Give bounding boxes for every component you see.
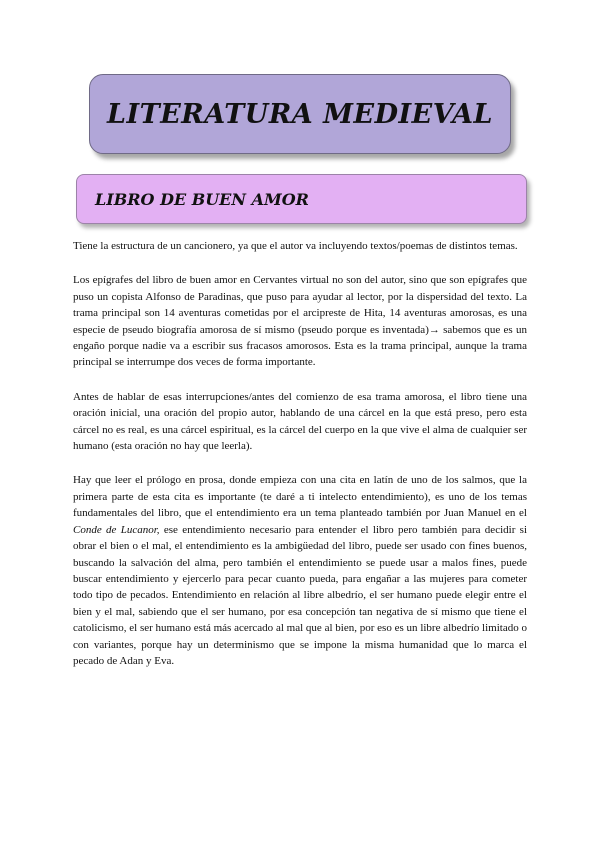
- paragraph-4-text-a: Hay que leer el prólogo en prosa, donde empieza con una cita en latín de uno de los salmos, que la primera parte de esta cita es importante (te daré a ti intelecto entendimiento), es uno de los temas fundamentales del libro, que el entendimiento era un tema planteado también por Juan Manuel en el: [73, 474, 527, 520]
- title-banner: [89, 74, 511, 154]
- paragraph-4: [73, 472, 527, 669]
- paragraph-1: Tiene la estructura de un cancionero, ya que el autor va incluyendo textos/poemas de distintos temas.: [73, 240, 518, 252]
- subtitle-banner: [76, 174, 527, 224]
- book-title-conde-lucanor: Conde de Lucanor,: [73, 523, 160, 536]
- section-title: LIBRO DE BUEN AMOR: [95, 189, 309, 209]
- body-text: [73, 238, 527, 687]
- paragraph-2: Los epígrafes del libro de buen amor en Cervantes virtual no son del autor, sino que son epígrafes que puso un copista Alfonso de Paradinas, que puso para ayudar al lector, por la dispersidad del texto. La trama principal son 14 aventuras cometidas por el arcipreste de Hita, 14 aventuras amorosas, es una especie de pseudo biografía amorosa de sí mismo (pseudo porque es inventada)→ sabemos que es un engaño porque nadie va a escribir sus fracasos amorosos. Esta es la trama principal, aunque la trama principal se interrumpe dos veces de forma importante.: [73, 274, 527, 369]
- paragraph-3: Antes de hablar de esas interrupciones/antes del comienzo de esa trama amorosa, el libro tiene una oración inicial, una oración del propio autor, hablando de una cárcel en la que está preso, pero esta cárcel no es real, es una cárcel espiritual, es la cárcel del cuerpo en la que vive el alma de cualquier ser humano (esta oración no hay que leerla).: [73, 390, 527, 453]
- paragraph-4-text-b: ese entendimiento necesario para entender el libro pero también para decidir si obrar el bien o el mal, el entendimiento es la ambigüedad del libro, puede ser usado con fines buenos, buscando la salvación del alma, pero también el entendimiento se puede usar a malos fines, puede buscar entendimiento y ejercerlo para pecar cuanto pueda, para engañar a las mujeres para cometer todo tipo de pecados. Entendimiento en relación al libre albedrío, el ser humano puede elegir entre el bien y el mal, sabiendo que el ser humano, por esa concepción tan negativa de sí mismo que tiene el catolicismo, el ser humano está más acercado al mal que al bien, por eso es un libre albedrío limitado o con variantes, porque hay un determinismo que se impone la misma humanidad que lo marca el pecado de Adan y Eva.: [73, 523, 527, 667]
- page-title: LITERATURA MEDIEVAL: [107, 98, 493, 130]
